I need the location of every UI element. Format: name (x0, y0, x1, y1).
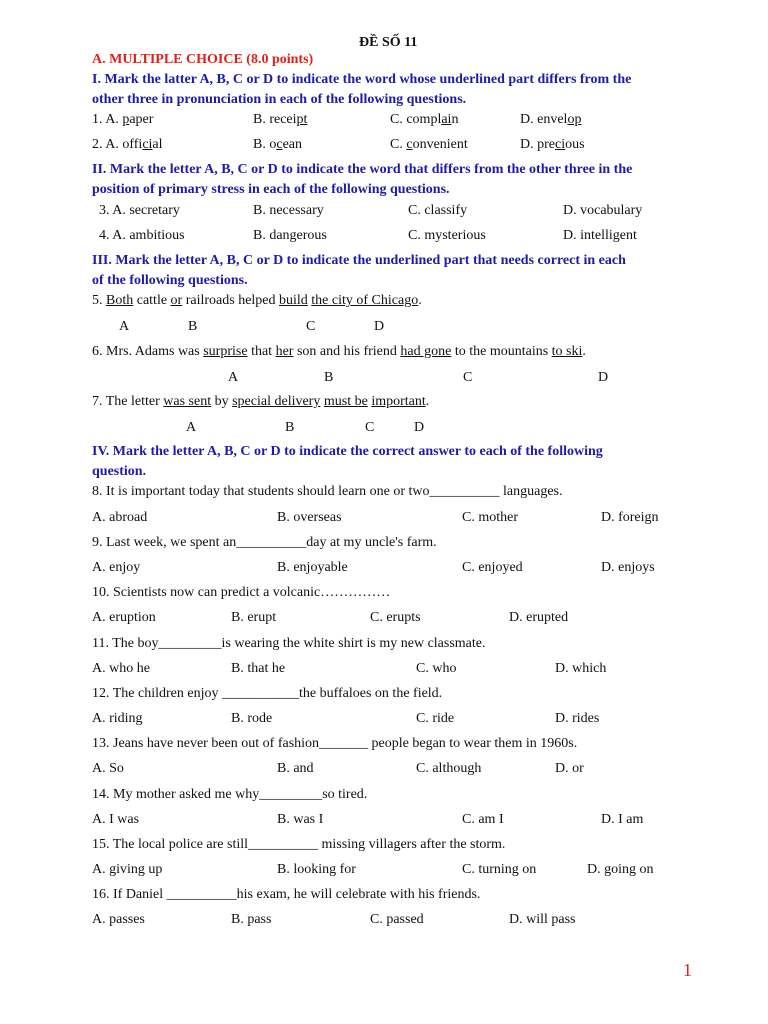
section-a-heading: A. MULTIPLE CHOICE (8.0 points) (92, 52, 314, 67)
underlined-part: ai (441, 112, 452, 127)
question-2-option-d: D. precious (520, 137, 585, 152)
question-2-option-a: 2. A. official (92, 137, 163, 152)
question-13-option-d: D. or (555, 761, 584, 776)
question-6-letter-d: D (598, 370, 609, 385)
underlined-part: must be (323, 394, 368, 409)
question-3-option-a: 3. A. secretary (99, 203, 180, 218)
question-11-option-d: D. which (555, 661, 607, 676)
underlined-part: Both (106, 293, 134, 308)
question-15-option-a: A. giving up (92, 862, 163, 877)
question-9-option-d: D. enjoys (601, 560, 655, 575)
question-15-option-d: D. going on (587, 862, 654, 877)
question-14-option-b: B. was I (277, 812, 324, 827)
part2-instruction-line2: position of primary stress in each of the following questions. (92, 182, 450, 197)
underlined-part: to ski (551, 344, 583, 359)
underlined-part: ci (555, 137, 566, 152)
question-16-option-d: D. will pass (509, 912, 576, 927)
question-4-option-c: C. mysterious (408, 228, 486, 243)
question-3-option-d: D. vocabulary (563, 203, 643, 218)
question-11-option-b: B. that he (231, 661, 286, 676)
question-6-letter-c: C (463, 370, 473, 385)
question-11-option-a: A. who he (92, 661, 150, 676)
underlined-part: pt (296, 112, 308, 127)
question-10-option-d: D. erupted (509, 610, 569, 625)
question-12-option-d: D. rides (555, 711, 600, 726)
question-13-option-a: A. So (92, 761, 124, 776)
question-14-option-a: A. I was (92, 812, 140, 827)
question-11-option-c: C. who (416, 661, 457, 676)
question-5-letter-c: C (306, 319, 316, 334)
underlined-part: c (406, 137, 413, 152)
question-7-sentence: 7. The letter was sent by special delivery must be important. (92, 394, 430, 409)
question-15-option-b: B. looking for (277, 862, 356, 877)
question-7-letter-d: D (414, 420, 425, 435)
question-7-letter-b: B (285, 420, 295, 435)
underlined-part: her (275, 344, 294, 359)
page-title: ĐỀ SỐ 11 (359, 35, 418, 50)
question-1-option-d: D. envelop (520, 112, 582, 127)
question-12-option-b: B. rode (231, 711, 273, 726)
question-14-option-c: C. am I (462, 812, 504, 827)
question-8-option-c: C. mother (462, 510, 518, 525)
question-number: 1. A. (92, 112, 119, 127)
question-6-letter-a: A (228, 370, 239, 385)
underlined-part: c (276, 137, 283, 152)
question-15-option-c: C. turning on (462, 862, 537, 877)
question-4-option-d: D. intelligent (563, 228, 637, 243)
question-10-option-a: A. eruption (92, 610, 156, 625)
part3-instruction-line1: III. Mark the letter A, B, C or D to indicate the underlined part that needs correct in each (92, 253, 626, 268)
question-1-option-a (92, 111, 153, 129)
question-3-option-b: B. necessary (253, 203, 324, 218)
part4-instruction-line2: question. (92, 464, 147, 479)
question-5-letter-b: B (188, 319, 198, 334)
word-rest: aper (129, 112, 154, 127)
question-16-stem: 16. If Daniel __________his exam, he will celebrate with his friends. (92, 887, 481, 902)
part2-instruction-line1: II. Mark the letter A, B, C or D to indicate the word that differs from the other three in the (92, 162, 633, 177)
underlined-part: p (122, 112, 130, 127)
question-13-option-c: C. although (416, 761, 482, 776)
question-8-option-b: B. overseas (277, 510, 342, 525)
question-2-option-c: C. convenient (390, 137, 468, 152)
question-16-option-b: B. pass (231, 912, 272, 927)
question-11-stem: 11. The boy_________is wearing the white shirt is my new classmate. (92, 636, 486, 651)
underlined-part: or (170, 293, 183, 308)
question-9-stem: 9. Last week, we spent an__________day at my uncle's farm. (92, 535, 437, 550)
underlined-part: surprise (203, 344, 248, 359)
question-2-option-b: B. ocean (253, 137, 302, 152)
part3-instruction-line2: of the following questions. (92, 273, 248, 288)
underlined-part: was sent (163, 394, 212, 409)
question-6-sentence: 6. Mrs. Adams was surprise that her son and his friend had gone to the mountains to ski. (92, 344, 586, 359)
page-number: 1 (683, 960, 692, 980)
question-16-option-a: A. passes (92, 912, 145, 927)
underlined-part: build (279, 293, 308, 308)
question-13-stem: 13. Jeans have never been out of fashion_______ people began to wear them in 1960s. (92, 736, 578, 751)
question-10-option-c: C. erupts (370, 610, 421, 625)
question-5-sentence: 5. Both cattle or railroads helped build the city of Chicago. (92, 293, 422, 308)
underlined-part: op (567, 112, 582, 127)
question-12-option-a: A. riding (92, 711, 143, 726)
question-8-stem: 8. It is important today that students should learn one or two__________ languages. (92, 484, 563, 499)
part4-instruction-line1: IV. Mark the letter A, B, C or D to indicate the correct answer to each of the following (92, 444, 603, 459)
underlined-part: special delivery (232, 394, 321, 409)
underlined-part: important (371, 394, 426, 409)
part1-instruction-line1: I. Mark the latter A, B, C or D to indicate the word whose underlined part differs from the (92, 72, 632, 87)
question-12-option-c: C. ride (416, 711, 455, 726)
question-3-option-c: C. classify (408, 203, 468, 218)
question-6-letter-b: B (324, 370, 334, 385)
question-14-stem: 14. My mother asked me why_________so tired. (92, 787, 368, 802)
question-7-letter-c: C (365, 420, 375, 435)
underlined-part: the city of Chicago (311, 293, 419, 308)
question-15-stem: 15. The local police are still__________ missing villagers after the storm. (92, 837, 506, 852)
question-12-stem: 12. The children enjoy ___________the buffaloes on the field. (92, 686, 443, 701)
question-4-option-a: 4. A. ambitious (99, 228, 185, 243)
question-1-option-b: B. receipt (253, 112, 308, 127)
question-10-stem: 10. Scientists now can predict a volcanic…………… (92, 585, 391, 600)
question-10-option-b: B. erupt (231, 610, 277, 625)
question-4-option-b: B. dangerous (253, 228, 327, 243)
question-14-option-d: D. I am (601, 812, 644, 827)
question-9-option-a: A. enjoy (92, 560, 141, 575)
underlined-part: ci (142, 137, 153, 152)
question-7-letter-a: A (186, 420, 197, 435)
question-16-option-c: C. passed (370, 912, 424, 927)
question-5-letter-a: A (119, 319, 130, 334)
question-8-option-a: A. abroad (92, 510, 148, 525)
question-9-option-c: C. enjoyed (462, 560, 523, 575)
part1-instruction-line2: other three in pronunciation in each of the following questions. (92, 92, 467, 107)
question-13-option-b: B. and (277, 761, 314, 776)
question-5-letter-d: D (374, 319, 385, 334)
question-1-option-c: C. complain (390, 112, 459, 127)
question-9-option-b: B. enjoyable (277, 560, 348, 575)
question-8-option-d: D. foreign (601, 510, 659, 525)
underlined-part: had gone (400, 344, 452, 359)
